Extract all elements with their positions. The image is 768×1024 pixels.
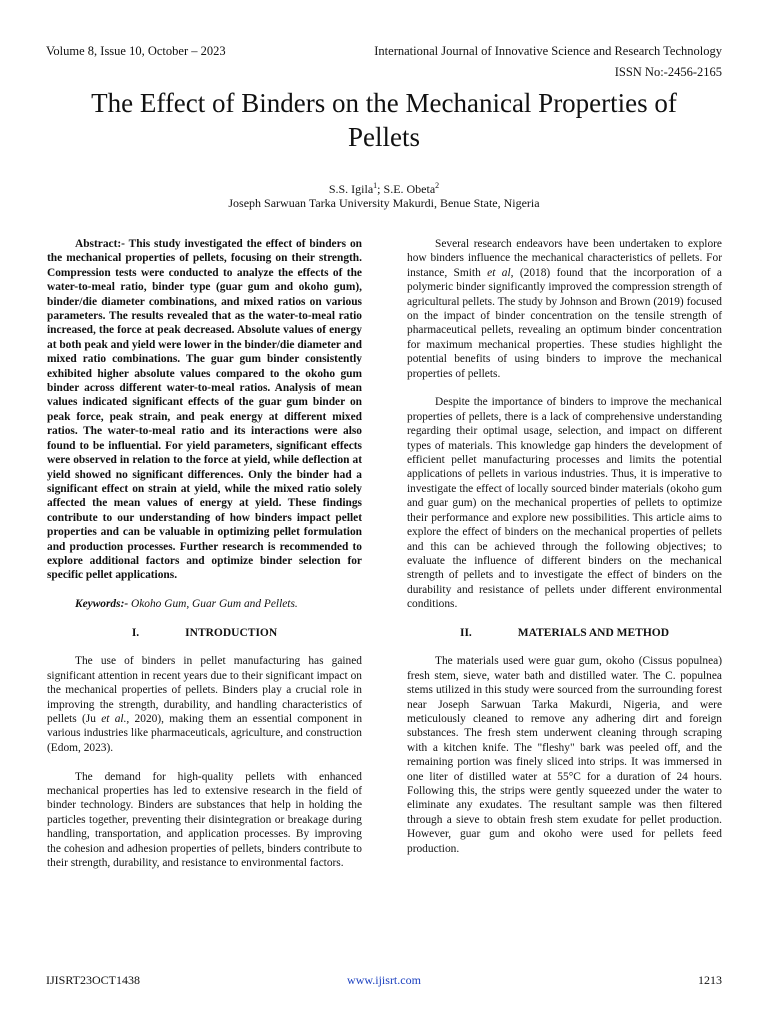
materials-paragraph: The materials used were guar gum, okoho (Cissus populnea) fresh stem, sieve, water bath and distilled water. The C. populnea stems utilized in this study were sourced from the surrounding forest near Joseph Sarwuan Tarka Makurdi, Nigeria, and were meticulously cleaned to remove any adhering dirt and foreign substances. The fresh stem underwent cleaning through scraping with a kitchen knife. The "fleshy" bark was peeled off, and the remaining portion was finely sliced into strips. It was immersed in one liter of distilled water at 55°C for a duration of 24 hours. Following this, the strips were gently squeezed under the water to eliminate any exudates. The resultant sample was then filtered through a sieve to obtain fresh stem exudate for pellet production. However, guar gum and okoho were used for pellets feed production. bbox=[407, 655, 722, 855]
author-2-affil-mark: 2 bbox=[435, 181, 440, 190]
right-column bbox=[407, 237, 722, 870]
author-2: S.E. Obeta bbox=[383, 182, 436, 196]
right-paragraph-2: Despite the importance of binders to improve the mechanical properties of pellets, there is a lack of comprehensive understanding regarding their optimal usage, selection, and impact on different types of materials. This knowledge gap hinders the development of efficient pellet manufacturing processes and limits the potential applications of pellets in various industries. Thus, it is imperative to investigate the effect of locally sourced binder materials (okoho gum and guar gum) on the mechanical properties of pellets to optimize their performance and explore new possibilities. This article aims to explore the effect of binders on the mechanical properties of pellets and this can be achieved through the following objectives; to evaluate the influence of different binders on the mechanical strength of pellets and to investigate the effect of binders on the durability and resistance of pellets under different environmental conditions. bbox=[407, 396, 722, 611]
section-heading-materials bbox=[407, 626, 722, 640]
right-text-cont: (2018) found that the incorporation of a polymeric binder significantly improved the compression strength of agricultural pellets. The study by Johnson and Brown (2019) focused on the impact of binder concentration on the tensile strength of pharmaceutical pellets, revealing an optimum binder concentration for maximum mechanical properties. These studies highlight the potential benefits of using binders to improve the mechanical properties of pellets. bbox=[407, 266, 722, 380]
author-1-affil-mark: 1 bbox=[373, 181, 378, 190]
page-number: 1213 bbox=[698, 973, 722, 987]
left-column bbox=[47, 237, 362, 885]
intro-text-cont: 2020), making them an essential component in various industries like pharmaceuticals, agriculture, and construction (Edom, 2023). bbox=[47, 712, 363, 754]
section-heading-introduction bbox=[47, 626, 362, 640]
right-citation-etal: et al, bbox=[487, 266, 514, 279]
affiliation: Joseph Sarwuan Tarka University Makurdi, Benue State, Nigeria bbox=[228, 196, 540, 210]
volume-info: Volume 8, Issue 10, October – 2023 bbox=[46, 44, 226, 58]
right-paragraph-1 bbox=[407, 237, 722, 381]
abstract-text: This study investigated the effect of binders on the mechanical properties of pellets, focusing on their strength. Compression tests were conducted to analyze the effects of the water-to-meal ratio, binder type (guar gum and okoho gum), binder/die diameter combinations, and mixed ratios on various parameters. The results revealed that as the water-to-meal ratio increased, the force at peak decreased. Absolute values of energy at both peak and yield were lower in the binder/die diameter and mixed ratio combinations. The guar gum binder consistently exhibited higher absolute values compared to the okoho gum binder across different water-to-meal ratios. Analysis of mean values indicated significant effects of the guar gum binder on peak force, peak strain, and peak energy at different mixed ratios. The water-to-meal ratio and its interactions were also found to be influential. For yield parameters, significant effects were observed in relation to the force at yield, while deflection at yield showed no significant differences. Only the binder had a significant effect on strain at yield, while the mixed ratio solely affected the mean values of energy at yield. These findings contribute to our understanding of how binders impact pellet properties and can be valuable in optimizing pellet formulation and production processes. Further research is recommended to explore additional factors and optimize binder selection for specific pellet applications. bbox=[47, 238, 362, 582]
section-title: MATERIALS AND METHOD bbox=[517, 626, 670, 639]
issn: ISSN No:-2456-2165 bbox=[614, 65, 722, 79]
keywords-label: Keywords:- bbox=[75, 598, 129, 611]
keywords-text: Okoho Gum, Guar Gum and Pellets. bbox=[128, 598, 298, 611]
abstract-label: Abstract:- bbox=[75, 238, 125, 250]
intro-paragraph-1 bbox=[47, 654, 362, 755]
paper-title: The Effect of Binders on the Mechanical Properties of Pellets bbox=[91, 88, 677, 152]
paper-code: IJISRT23OCT1438 bbox=[46, 973, 140, 987]
intro-text: The use of binders in pellet manufacturing has gained significant attention in recent years due to their significant impact on the mechanical properties of pellets. Binders play a crucial role in improving the strength, durability, and handling characteristics of pellets (Ju bbox=[47, 655, 362, 725]
keywords bbox=[47, 597, 362, 611]
section-number: II. bbox=[459, 626, 472, 639]
author-1: S.S. Igila bbox=[328, 182, 374, 196]
section-number: I. bbox=[131, 626, 140, 639]
abstract bbox=[47, 237, 362, 583]
author-line bbox=[0, 181, 768, 197]
right-text: Several research endeavors have been undertaken to explore how binders influence the mechanical characteristics of pellets. For instance, Smith bbox=[407, 238, 722, 279]
journal-website-link[interactable]: www.ijisrt.com bbox=[347, 973, 421, 987]
author-separator: ; bbox=[377, 182, 384, 196]
section-title: INTRODUCTION bbox=[185, 626, 278, 639]
journal-name: International Journal of Innovative Science and Research Technology bbox=[374, 44, 722, 58]
intro-citation-etal: et al., bbox=[101, 712, 130, 725]
intro-paragraph-2: The demand for high-quality pellets with enhanced mechanical properties has led to extensive research in the field of binder technology. Binders are substances that help in holding the particles together, preventing their disintegration or breakage during handling, transportation, and application processes. By improving the cohesion and adhesion properties of pellets, binders contribute to their strength, durability, and resistance to environmental factors. bbox=[47, 770, 362, 870]
